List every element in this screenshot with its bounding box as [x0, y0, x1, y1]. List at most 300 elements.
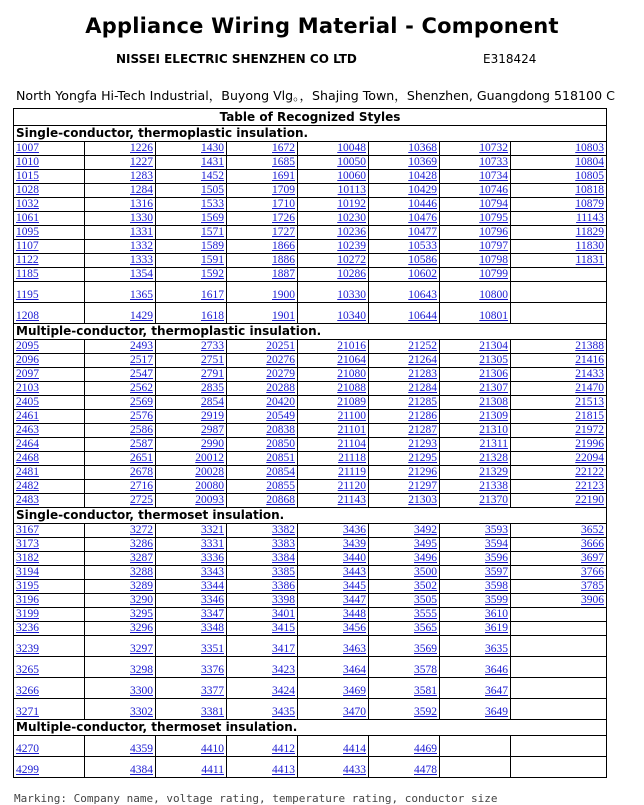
style-number-link[interactable]: 22190 [575, 494, 604, 506]
style-number-link[interactable]: 3265 [16, 664, 39, 676]
style-number-link[interactable]: 2835 [201, 382, 224, 394]
style-number-link[interactable]: 3599 [485, 594, 508, 606]
style-number-link[interactable]: 21310 [479, 424, 508, 436]
style-number-link[interactable]: 3331 [201, 538, 224, 550]
style-number-link[interactable]: 20420 [266, 396, 295, 408]
style-number-link[interactable]: 3439 [343, 538, 366, 550]
style-number-link[interactable]: 1710 [272, 198, 295, 210]
style-number-link[interactable]: 10643 [408, 289, 437, 301]
style-number-link[interactable]: 1095 [16, 226, 39, 238]
style-number-link[interactable]: 10369 [408, 156, 437, 168]
table-row [14, 636, 607, 657]
style-number-link[interactable]: 21016 [337, 340, 366, 352]
style-number-link[interactable]: 3447 [343, 594, 366, 606]
style-number-link[interactable]: 3239 [16, 643, 39, 655]
style-number-link[interactable]: 3401 [272, 608, 295, 620]
style-number-link[interactable]: 3343 [201, 566, 224, 578]
style-number-link[interactable]: 3424 [272, 685, 295, 697]
style-number-link[interactable]: 3236 [16, 622, 39, 634]
style-number-link[interactable]: 3592 [414, 706, 437, 718]
style-number-link[interactable]: 3906 [581, 594, 604, 606]
style-number-link[interactable]: 1886 [272, 254, 295, 266]
style-number-link[interactable]: 21119 [338, 466, 366, 478]
style-number-link[interactable]: 21311 [479, 438, 508, 450]
style-number-link[interactable]: 10330 [337, 289, 366, 301]
style-number-link[interactable]: 21972 [575, 424, 604, 436]
style-number-link[interactable]: 3296 [130, 622, 153, 634]
style-number-link[interactable]: 3271 [16, 706, 39, 718]
style-number-link[interactable]: 3456 [343, 622, 366, 634]
style-number-link[interactable]: 2463 [16, 424, 39, 436]
style-number-link[interactable]: 2095 [16, 340, 39, 352]
style-number-link[interactable]: 10230 [337, 212, 366, 224]
style-number-link[interactable]: 4410 [201, 743, 224, 755]
style-number-link[interactable]: 10801 [479, 310, 508, 322]
style-number-link[interactable]: 4478 [414, 764, 437, 776]
style-number-link[interactable]: 11829 [575, 226, 604, 238]
style-number-link[interactable]: 1727 [272, 226, 295, 238]
style-number-link[interactable]: 3266 [16, 685, 39, 697]
style-number-link[interactable]: 3464 [343, 664, 366, 676]
style-number-link[interactable]: 21388 [575, 340, 604, 352]
style-number-link[interactable]: 3302 [130, 706, 153, 718]
style-number-link[interactable]: 1589 [201, 240, 224, 252]
style-number-link[interactable]: 20854 [266, 466, 295, 478]
style-number-link[interactable]: 3565 [414, 622, 437, 634]
style-number-link[interactable]: 1354 [130, 268, 153, 280]
style-number-link[interactable]: 1332 [130, 240, 153, 252]
style-number-link[interactable]: 10805 [575, 170, 604, 182]
style-number-link[interactable]: 11831 [575, 254, 604, 266]
style-number-link[interactable]: 3336 [201, 552, 224, 564]
style-number-link[interactable]: 21284 [408, 382, 437, 394]
table-row [14, 452, 607, 466]
style-number-link[interactable]: 10746 [479, 184, 508, 196]
style-number-link[interactable]: 10794 [479, 198, 508, 210]
style-number-link[interactable]: 3697 [581, 552, 604, 564]
style-number-link[interactable]: 1195 [16, 289, 39, 301]
style-number-link[interactable]: 1685 [272, 156, 295, 168]
style-number-link[interactable]: 4299 [16, 764, 39, 776]
style-number-link[interactable]: 21308 [479, 396, 508, 408]
style-number-link[interactable]: 21433 [575, 368, 604, 380]
style-number-link[interactable]: 3347 [201, 608, 224, 620]
style-number-link[interactable]: 3448 [343, 608, 366, 620]
style-number-link[interactable]: 22094 [575, 452, 604, 464]
style-number-link[interactable]: 4270 [16, 743, 39, 755]
style-number-link[interactable]: 21416 [575, 354, 604, 366]
style-number-link[interactable]: 3435 [272, 706, 295, 718]
style-number-link[interactable]: 2468 [16, 452, 39, 464]
style-number-link[interactable]: 1028 [16, 184, 39, 196]
style-number-link[interactable]: 4359 [130, 743, 153, 755]
style-number-link[interactable]: 10048 [337, 142, 366, 154]
table-cell [14, 524, 85, 538]
style-number-link[interactable]: 3593 [485, 524, 508, 536]
style-number-link[interactable]: 4411 [201, 764, 224, 776]
style-number-link[interactable]: 21815 [575, 410, 604, 422]
style-number-link[interactable]: 10797 [479, 240, 508, 252]
style-number-link[interactable]: 1330 [130, 212, 153, 224]
style-number-link[interactable]: 2405 [16, 396, 39, 408]
style-number-link[interactable]: 21287 [408, 424, 437, 436]
style-number-link[interactable]: 3594 [485, 538, 508, 550]
style-number-link[interactable]: 3196 [16, 594, 39, 606]
style-number-link[interactable]: 21309 [479, 410, 508, 422]
style-number-link[interactable]: 3436 [343, 524, 366, 536]
table-cell [156, 142, 227, 156]
style-number-link[interactable]: 21101 [337, 424, 366, 436]
style-number-link[interactable]: 1452 [201, 170, 224, 182]
style-number-link[interactable]: 21328 [479, 452, 508, 464]
style-number-link[interactable]: 3470 [343, 706, 366, 718]
style-number-link[interactable]: 3445 [343, 580, 366, 592]
style-number-link[interactable]: 3495 [414, 538, 437, 550]
style-number-link[interactable]: 2569 [130, 396, 153, 408]
style-number-link[interactable]: 10879 [575, 198, 604, 210]
style-number-link[interactable]: 20288 [266, 382, 295, 394]
style-number-link[interactable]: 1592 [201, 268, 224, 280]
table-cell [511, 538, 607, 552]
style-number-link[interactable]: 20251 [266, 340, 295, 352]
style-number-link[interactable]: 3505 [414, 594, 437, 606]
style-number-link[interactable]: 3463 [343, 643, 366, 655]
style-number-link[interactable]: 1691 [272, 170, 295, 182]
style-number-link[interactable]: 21996 [575, 438, 604, 450]
style-number-link[interactable]: 10586 [408, 254, 437, 266]
style-number-link[interactable]: 3766 [581, 566, 604, 578]
style-number-link[interactable]: 3182 [16, 552, 39, 564]
style-number-link[interactable]: 21286 [408, 410, 437, 422]
style-number-link[interactable]: 10192 [337, 198, 366, 210]
style-number-link[interactable]: 10733 [479, 156, 508, 168]
style-number-link[interactable]: 3423 [272, 664, 295, 676]
style-number-link[interactable]: 3646 [485, 664, 508, 676]
style-number-link[interactable]: 21283 [408, 368, 437, 380]
style-number-link[interactable]: 3649 [485, 706, 508, 718]
style-number-link[interactable]: 3381 [201, 706, 224, 718]
style-number-link[interactable]: 2103 [16, 382, 39, 394]
style-number-link[interactable]: 2482 [16, 480, 39, 492]
style-number-link[interactable]: 3348 [201, 622, 224, 634]
style-number-link[interactable]: 1333 [130, 254, 153, 266]
style-number-link[interactable]: 2586 [130, 424, 153, 436]
style-number-link[interactable]: 3555 [414, 608, 437, 620]
table-cell [156, 594, 227, 608]
style-number-link[interactable]: 10340 [337, 310, 366, 322]
style-number-link[interactable]: 21295 [408, 452, 437, 464]
style-number-link[interactable]: 3502 [414, 580, 437, 592]
style-number-link[interactable]: 10113 [337, 184, 366, 196]
style-number-link[interactable]: 3351 [201, 643, 224, 655]
style-number-link[interactable]: 3569 [414, 643, 437, 655]
style-number-link[interactable]: 4469 [414, 743, 437, 755]
style-number-link[interactable]: 3440 [343, 552, 366, 564]
style-number-link[interactable]: 1122 [16, 254, 39, 266]
style-number-link[interactable]: 10446 [408, 198, 437, 210]
style-number-link[interactable]: 1866 [272, 240, 295, 252]
style-number-link[interactable]: 1032 [16, 198, 39, 210]
style-number-link[interactable]: 10803 [575, 142, 604, 154]
style-number-link[interactable]: 2716 [130, 480, 153, 492]
style-number-link[interactable]: 3597 [485, 566, 508, 578]
style-number-link[interactable]: 3297 [130, 643, 153, 655]
style-number-link[interactable]: 3635 [485, 643, 508, 655]
style-number-link[interactable]: 2562 [130, 382, 153, 394]
style-number-link[interactable]: 10800 [479, 289, 508, 301]
style-number-link[interactable]: 22123 [575, 480, 604, 492]
style-number-link[interactable]: 3272 [130, 524, 153, 536]
style-number-link[interactable]: 21304 [479, 340, 508, 352]
style-number-link[interactable]: 20279 [266, 368, 295, 380]
style-number-link[interactable]: 1618 [201, 310, 224, 322]
style-number-link[interactable]: 21264 [408, 354, 437, 366]
style-number-link[interactable]: 10533 [408, 240, 437, 252]
style-number-link[interactable]: 20012 [195, 452, 224, 464]
style-number-link[interactable]: 21297 [408, 480, 437, 492]
table-cell [156, 622, 227, 636]
style-number-link[interactable]: 2464 [16, 438, 39, 450]
style-number-link[interactable]: 1571 [201, 226, 224, 238]
style-number-link[interactable]: 20028 [195, 466, 224, 478]
style-number-link[interactable]: 10734 [479, 170, 508, 182]
style-number-link[interactable]: 3287 [130, 552, 153, 564]
style-number-link[interactable]: 2725 [130, 494, 153, 506]
style-number-link[interactable]: 3469 [343, 685, 366, 697]
style-number-link[interactable]: 1283 [130, 170, 153, 182]
style-number-link[interactable]: 21338 [479, 480, 508, 492]
style-number-link[interactable]: 21252 [408, 340, 437, 352]
style-number-link[interactable]: 2733 [201, 340, 224, 352]
style-number-link[interactable]: 10236 [337, 226, 366, 238]
style-number-link[interactable]: 1533 [201, 198, 224, 210]
style-number-link[interactable]: 3596 [485, 552, 508, 564]
style-number-link[interactable]: 3173 [16, 538, 39, 550]
style-number-link[interactable]: 21104 [337, 438, 366, 450]
style-number-link[interactable]: 11143 [576, 212, 604, 224]
style-number-link[interactable]: 21118 [338, 452, 366, 464]
style-number-link[interactable]: 21370 [479, 494, 508, 506]
style-number-link[interactable]: 20851 [266, 452, 295, 464]
style-number-link[interactable]: 1226 [130, 142, 153, 154]
style-number-link[interactable]: 10239 [337, 240, 366, 252]
style-number-link[interactable]: 1429 [130, 310, 153, 322]
style-number-link[interactable]: 20549 [266, 410, 295, 422]
style-number-link[interactable]: 21064 [337, 354, 366, 366]
style-number-link[interactable]: 2990 [201, 438, 224, 450]
style-number-link[interactable]: 11830 [575, 240, 604, 252]
style-number-link[interactable]: 2576 [130, 410, 153, 422]
style-number-link[interactable]: 3376 [201, 664, 224, 676]
style-number-link[interactable]: 4414 [343, 743, 366, 755]
style-number-link[interactable]: 3377 [201, 685, 224, 697]
style-number-link[interactable]: 2987 [201, 424, 224, 436]
style-number-link[interactable]: 3417 [272, 643, 295, 655]
style-number-link[interactable]: 2587 [130, 438, 153, 450]
style-number-link[interactable]: 20855 [266, 480, 295, 492]
style-number-link[interactable]: 3652 [581, 524, 604, 536]
style-number-link[interactable]: 3298 [130, 664, 153, 676]
style-number-link[interactable]: 1331 [130, 226, 153, 238]
style-number-link[interactable]: 21513 [575, 396, 604, 408]
style-number-link[interactable]: 3578 [414, 664, 437, 676]
style-number-link[interactable]: 21080 [337, 368, 366, 380]
style-number-link[interactable]: 10429 [408, 184, 437, 196]
style-number-link[interactable]: 1185 [16, 268, 39, 280]
style-number-link[interactable]: 10804 [575, 156, 604, 168]
style-number-link[interactable]: 2919 [201, 410, 224, 422]
style-number-link[interactable]: 21120 [337, 480, 366, 492]
style-number-link[interactable]: 3415 [272, 622, 295, 634]
style-number-link[interactable]: 2854 [201, 396, 224, 408]
style-number-link[interactable]: 1227 [130, 156, 153, 168]
style-number-link[interactable]: 10799 [479, 268, 508, 280]
style-number-link[interactable]: 2483 [16, 494, 39, 506]
style-number-link[interactable]: 4413 [272, 764, 295, 776]
style-number-link[interactable]: 3321 [201, 524, 224, 536]
table-row [14, 226, 607, 240]
style-number-link[interactable]: 3496 [414, 552, 437, 564]
style-number-link[interactable]: 2651 [130, 452, 153, 464]
style-number-link[interactable]: 20838 [266, 424, 295, 436]
style-number-link[interactable]: 3443 [343, 566, 366, 578]
style-number-link[interactable]: 10476 [408, 212, 437, 224]
style-number-link[interactable]: 21307 [479, 382, 508, 394]
style-number-link[interactable]: 3290 [130, 594, 153, 606]
style-number-link[interactable]: 3167 [16, 524, 39, 536]
style-number-link[interactable]: 1726 [272, 212, 295, 224]
style-number-link[interactable]: 10644 [408, 310, 437, 322]
style-number-link[interactable]: 3619 [485, 622, 508, 634]
style-number-link[interactable]: 3194 [16, 566, 39, 578]
style-number-link[interactable]: 3195 [16, 580, 39, 592]
style-number-link[interactable]: 3289 [130, 580, 153, 592]
style-number-link[interactable]: 1672 [272, 142, 295, 154]
style-number-link[interactable]: 3500 [414, 566, 437, 578]
style-number-link[interactable]: 1010 [16, 156, 39, 168]
style-number-link[interactable]: 21088 [337, 382, 366, 394]
style-number-link[interactable]: 1591 [201, 254, 224, 266]
style-number-link[interactable]: 10428 [408, 170, 437, 182]
style-number-link[interactable]: 3647 [485, 685, 508, 697]
style-number-link[interactable]: 1617 [201, 289, 224, 301]
style-number-link[interactable]: 3384 [272, 552, 295, 564]
style-number-link[interactable]: 3386 [272, 580, 295, 592]
style-number-link[interactable]: 1365 [130, 289, 153, 301]
style-number-link[interactable]: 10477 [408, 226, 437, 238]
style-number-link[interactable]: 21470 [575, 382, 604, 394]
style-number-link[interactable]: 21296 [408, 466, 437, 478]
style-number-link[interactable]: 20850 [266, 438, 295, 450]
style-number-link[interactable]: 10798 [479, 254, 508, 266]
style-number-link[interactable]: 1430 [201, 142, 224, 154]
style-number-link[interactable]: 3382 [272, 524, 295, 536]
style-number-link[interactable]: 21305 [479, 354, 508, 366]
style-number-link[interactable]: 1015 [16, 170, 39, 182]
style-number-link[interactable]: 20080 [195, 480, 224, 492]
style-number-link[interactable]: 1431 [201, 156, 224, 168]
style-number-link[interactable]: 3610 [485, 608, 508, 620]
style-number-link[interactable]: 21285 [408, 396, 437, 408]
style-number-link[interactable]: 1901 [272, 310, 295, 322]
style-number-link[interactable]: 1061 [16, 212, 39, 224]
style-number-link[interactable]: 10286 [337, 268, 366, 280]
style-number-link[interactable]: 1007 [16, 142, 39, 154]
style-number-link[interactable]: 3666 [581, 538, 604, 550]
style-number-link[interactable]: 1569 [201, 212, 224, 224]
style-number-link[interactable]: 3344 [201, 580, 224, 592]
style-number-link[interactable]: 10732 [479, 142, 508, 154]
style-number-link[interactable]: 2547 [130, 368, 153, 380]
style-number-link[interactable]: 10050 [337, 156, 366, 168]
style-number-link[interactable]: 22122 [575, 466, 604, 478]
style-number-link[interactable]: 3785 [581, 580, 604, 592]
style-number-link[interactable]: 1316 [130, 198, 153, 210]
style-number-link[interactable]: 1709 [272, 184, 295, 196]
style-number-link[interactable]: 1284 [130, 184, 153, 196]
style-number-link[interactable]: 21100 [337, 410, 366, 422]
style-number-link[interactable]: 3199 [16, 608, 39, 620]
style-number-link[interactable]: 4384 [130, 764, 153, 776]
style-number-link[interactable]: 3492 [414, 524, 437, 536]
style-number-link[interactable]: 20276 [266, 354, 295, 366]
style-number-link[interactable]: 2097 [16, 368, 39, 380]
style-number-link[interactable]: 10060 [337, 170, 366, 182]
style-number-link[interactable]: 3286 [130, 538, 153, 550]
style-number-link[interactable]: 2751 [201, 354, 224, 366]
style-number-link[interactable]: 21293 [408, 438, 437, 450]
style-number-link[interactable]: 10796 [479, 226, 508, 238]
style-number-link[interactable]: 10602 [408, 268, 437, 280]
style-number-link[interactable]: 4433 [343, 764, 366, 776]
table-cell [440, 699, 511, 720]
style-number-link[interactable]: 20093 [195, 494, 224, 506]
style-number-link[interactable]: 21089 [337, 396, 366, 408]
style-number-link[interactable]: 21303 [408, 494, 437, 506]
style-number-link[interactable]: 1107 [16, 240, 39, 252]
style-number-link[interactable]: 10818 [575, 184, 604, 196]
style-number-link[interactable]: 3383 [272, 538, 295, 550]
style-number-link[interactable]: 4412 [272, 743, 295, 755]
style-number-link[interactable]: 20868 [266, 494, 295, 506]
style-number-link[interactable]: 10795 [479, 212, 508, 224]
style-number-link[interactable]: 2481 [16, 466, 39, 478]
style-number-link[interactable]: 2517 [130, 354, 153, 366]
style-number-link[interactable]: 2096 [16, 354, 39, 366]
style-number-link[interactable]: 3288 [130, 566, 153, 578]
style-number-link[interactable]: 1887 [272, 268, 295, 280]
style-number-link[interactable]: 3300 [130, 685, 153, 697]
style-number-link[interactable]: 2791 [201, 368, 224, 380]
style-number-link[interactable]: 3385 [272, 566, 295, 578]
style-number-link[interactable]: 2461 [16, 410, 39, 422]
style-number-link[interactable]: 3581 [414, 685, 437, 697]
style-number-link[interactable]: 21306 [479, 368, 508, 380]
style-number-link[interactable]: 3398 [272, 594, 295, 606]
style-number-link[interactable]: 2678 [130, 466, 153, 478]
style-number-link[interactable]: 1900 [272, 289, 295, 301]
style-number-link[interactable]: 3598 [485, 580, 508, 592]
style-number-link[interactable]: 3295 [130, 608, 153, 620]
style-number-link[interactable]: 21143 [337, 494, 366, 506]
style-number-link[interactable]: 1505 [201, 184, 224, 196]
style-number-link[interactable]: 1208 [16, 310, 39, 322]
style-number-link[interactable]: 10368 [408, 142, 437, 154]
style-number-link[interactable]: 3346 [201, 594, 224, 606]
style-number-link[interactable]: 10272 [337, 254, 366, 266]
style-number-link[interactable]: 21329 [479, 466, 508, 478]
style-number-link[interactable]: 2493 [130, 340, 153, 352]
